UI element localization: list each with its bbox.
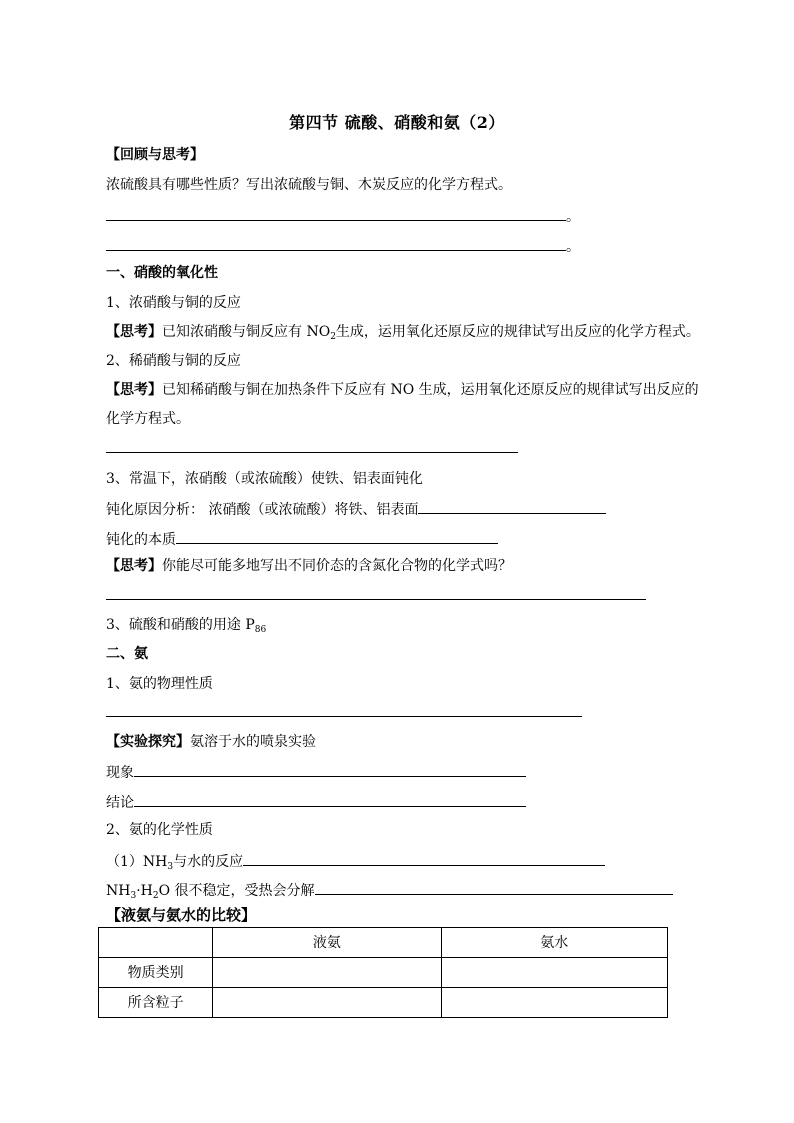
table-row-label: 所含粒子	[99, 988, 213, 1018]
item-uses	[106, 616, 266, 634]
passivation-reason	[106, 499, 606, 519]
think-tag: 【思考】	[106, 324, 162, 340]
think-2	[106, 381, 699, 399]
blank-line[interactable]	[243, 851, 605, 866]
table-header-cell	[99, 928, 213, 958]
think-2-cont: 化学方程式。	[106, 411, 190, 427]
subscript: 86	[254, 625, 267, 635]
table-row	[99, 988, 668, 1018]
hydrate-text-c: O 很不稳定，受热会分解	[158, 883, 315, 899]
blank-line[interactable]	[106, 236, 566, 251]
conclusion-row	[106, 792, 526, 812]
comparison-heading: 【液氨与氨水的比较】	[106, 906, 257, 924]
section-heading-ammonia: 二、氨	[106, 646, 148, 662]
think-2-text-a: 已知稀硝酸与铜在加热条件下反应有 NO 生成，运用氧化还原反应的规律试写出反应的	[162, 382, 699, 398]
blank-line[interactable]	[134, 762, 526, 777]
blank-line[interactable]	[106, 206, 566, 221]
phenomenon-label: 现象	[106, 765, 134, 781]
table-header-row	[99, 928, 668, 958]
page-title: 第四节 硫酸、硝酸和氨（2）	[289, 113, 505, 132]
item-passivation: 3、常温下，浓硝酸（或浓硫酸）使铁、铝表面钝化	[106, 471, 423, 487]
line-end-mark: 。	[566, 209, 580, 225]
table-cell[interactable]	[213, 988, 441, 1018]
think-1	[106, 323, 700, 341]
blank-line[interactable]	[315, 880, 673, 895]
experiment	[106, 733, 316, 751]
table-cell[interactable]	[441, 988, 667, 1018]
passivation-reason-label: 钝化原因分析： 浓硝酸（或浓硫酸）将铁、铝表面	[106, 502, 419, 518]
think-3	[106, 557, 512, 575]
table-row-label: 物质类别	[99, 958, 213, 988]
item-physical-properties: 1、氨的物理性质	[106, 676, 213, 692]
think-1-text-b: 生成，运用氧化还原反应的规律试写出反应的化学方程式。	[335, 324, 700, 340]
subscript: 3	[130, 891, 137, 901]
reaction-with-water	[106, 851, 605, 871]
review-question: 浓硫酸具有哪些性质？写出浓硫酸与铜、木炭反应的化学方程式。	[106, 177, 512, 193]
passivation-nature	[106, 529, 498, 549]
think-tag: 【思考】	[106, 382, 162, 398]
blank-line[interactable]	[106, 716, 582, 717]
think-3-text: 你能尽可能多地写出不同价态的含氮化合物的化学式吗？	[162, 558, 512, 574]
table-row	[99, 958, 668, 988]
line-end-mark: 。	[566, 239, 580, 255]
blank-line[interactable]	[106, 452, 518, 453]
hydrate-decomposition	[106, 880, 673, 900]
table-cell[interactable]	[213, 958, 441, 988]
think-1-text-a: 已知浓硝酸与铜反应有 NO	[162, 324, 331, 340]
item-uses-text: 3、硫酸和硝酸的用途 P	[106, 617, 255, 633]
section-heading-nitric: 一、硝酸的氧化性	[106, 265, 218, 281]
subscript: 2	[330, 332, 336, 342]
blank-line[interactable]	[418, 499, 606, 514]
comparison-table	[98, 927, 668, 1018]
table-header-cell: 液氨	[213, 928, 441, 958]
phenomenon-row	[106, 762, 526, 782]
answer-line-1	[106, 206, 580, 226]
subscript: 3	[167, 862, 174, 872]
answer-line-2	[106, 236, 580, 256]
item-dilute-nitric-copper: 2、稀硝酸与铜的反应	[106, 353, 241, 369]
blank-line[interactable]	[106, 599, 646, 600]
passivation-nature-label: 钝化的本质	[106, 532, 176, 548]
reaction-text-a: （1）NH	[106, 854, 168, 870]
subscript: 2	[152, 891, 159, 901]
table-header-cell: 氨水	[441, 928, 667, 958]
hydrate-text-b: ·H	[136, 883, 153, 899]
item-chemical-properties: 2、氨的化学性质	[106, 822, 213, 838]
experiment-tag: 【实验探究】	[106, 734, 190, 750]
item-conc-nitric-copper: 1、浓硝酸与铜的反应	[106, 295, 241, 311]
conclusion-label: 结论	[106, 795, 134, 811]
reaction-text-b: 与水的反应	[173, 854, 244, 870]
think-tag: 【思考】	[106, 558, 162, 574]
review-heading: 【回顾与思考】	[106, 147, 204, 163]
experiment-text: 氨溶于水的喷泉实验	[190, 734, 316, 750]
blank-line[interactable]	[176, 529, 498, 544]
blank-line[interactable]	[134, 792, 526, 807]
hydrate-text-a: NH	[106, 883, 131, 899]
table-cell[interactable]	[441, 958, 667, 988]
